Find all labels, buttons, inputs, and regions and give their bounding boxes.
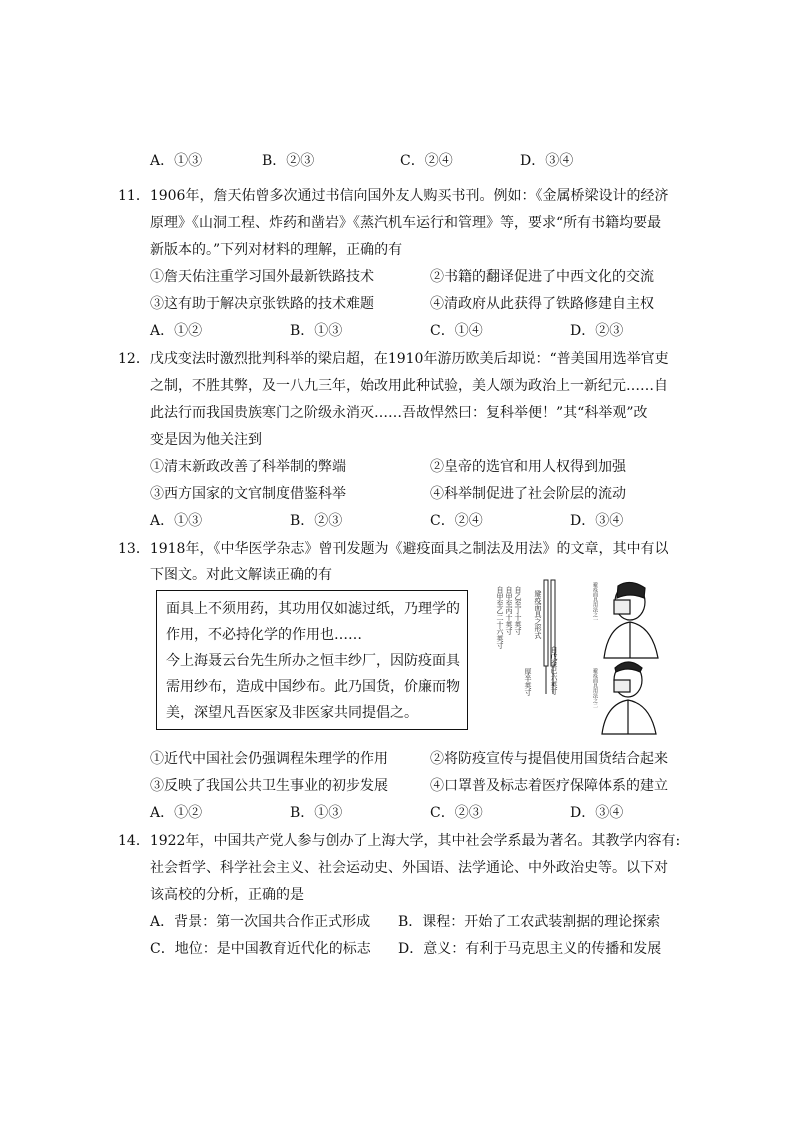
- q10-option-b: B．②③: [262, 153, 315, 169]
- q11-stem-line-1: 11．1906年，詹天佑曾多次通过书信向国外友人购买书刊。例如：《金属桥梁设计的经济: [118, 188, 669, 204]
- quote-line-2: 作用，不必持化学的作用也……: [166, 627, 362, 643]
- figure-wearing-mask-1: [604, 582, 658, 658]
- q11-item-1: ①詹天佑注重学习国外最新铁路技术: [150, 269, 374, 285]
- q10-option-c: C．②④: [400, 153, 453, 169]
- figure-wearing-mask-2: [602, 662, 656, 734]
- mask-strip-left: [544, 580, 548, 666]
- q12-option-b: B．②③: [290, 513, 343, 529]
- q10-option-a: A．①③: [150, 153, 203, 169]
- q12-item-3: ③西方国家的文官制度借鉴科举: [150, 486, 346, 502]
- quote-line-4: 需用纱布，造成中国纱布。此乃国货，价廉而物: [166, 679, 460, 695]
- q11-item-3: ③这有助于解决京张铁路的技术难题: [150, 296, 374, 312]
- mask-dimension-label-2: 自甲至丙十英寸: [505, 586, 513, 635]
- q12-option-d: D．③④: [570, 513, 624, 529]
- q12-stem-line-2: 之制，不胜其弊，及一八九三年，始改用此种试验，美人颂为政治上一新纪元……自: [150, 378, 668, 394]
- q14-option-c: C．地位：是中国教育近代化的标志: [150, 941, 371, 957]
- q12-stem-line-3: 此法行而我国贵族寒门之阶级永消灭……吾故悍然曰：复科举便！”其“科举观”改: [150, 405, 648, 421]
- q11-stem-line-3: 新版本的。”下列对材料的理解，正确的有: [150, 242, 403, 258]
- mask-thickness-label: 厚半英寸: [524, 668, 532, 696]
- mask-dimension-label-1: 自甲至乙二十六英寸: [496, 586, 504, 649]
- mask-dimension-label-5: 自戊至已六英寸: [550, 646, 558, 695]
- quote-line-3: 今上海聂云台先生所办之恒丰纱厂，因防疫面具: [166, 653, 460, 669]
- q12-item-4: ④科举制促进了社会阶层的流动: [430, 486, 626, 502]
- q12-item-1: ①清末新政改善了科举制的弊端: [150, 459, 346, 475]
- q13-item-1: ①近代中国社会仍强调程朱理学的作用: [150, 751, 388, 767]
- q13-stem-line-2: 下图文。对此文解读正确的有: [150, 567, 332, 583]
- q11-option-b: B．①③: [290, 323, 343, 339]
- q13-item-2: ②将防疫宣传与提倡使用国货结合起来: [430, 751, 668, 767]
- q10-option-d: D．③④: [520, 153, 574, 169]
- q14-option-a: A．背景：第一次国共合作正式形成: [150, 914, 371, 930]
- q12-option-a: A．①③: [150, 513, 203, 529]
- q12-item-2: ②皇帝的选官和用人权得到加强: [430, 459, 626, 475]
- q11-option-d: D．②③: [570, 323, 624, 339]
- usage-caption-1: 避疫面具用法之一: [592, 582, 598, 622]
- usage-caption-2: 避疫面具用法之二: [592, 668, 598, 708]
- q13-item-4: ④口罩普及标志着医疗保障体系的建立: [430, 778, 668, 794]
- q13-stem-line-1: 13．1918年，《中华医学杂志》曾刊发题为《避疫面具之制法及用法》的文章，其中有以: [118, 541, 669, 557]
- q14-option-d: D．意义：有利于马克思主义的传播和发展: [398, 941, 662, 957]
- q11-stem-line-2: 原理》《山洞工程、炸药和凿岩》《蒸汽机车运行和管理》等，要求“所有书籍均要最: [150, 215, 662, 231]
- q13-option-b: B．①③: [290, 805, 343, 821]
- mask-illustration: [490, 576, 680, 738]
- q14-stem-line-3: 该高校的分析，正确的是: [150, 887, 304, 903]
- mask-dimension-label-3: 自乙至丁十英寸: [514, 586, 522, 635]
- q11-option-c: C．①④: [430, 323, 483, 339]
- q14-stem-line-1: 14．1922年，中国共产党人参与创办了上海大学，其中社会学系最为著名。其教学内容有:: [118, 833, 681, 849]
- mask-form-title: 避疫面具之形式: [534, 590, 542, 639]
- q12-option-c: C．②④: [430, 513, 483, 529]
- quote-line-1: 面具上不须用药，其功用仅如滤过纸，乃理学的: [166, 601, 460, 617]
- q11-item-4: ④清政府从此获得了铁路修建自主权: [430, 296, 654, 312]
- q13-option-d: D．③④: [570, 805, 624, 821]
- q12-stem-line-1: 12．戊戌变法时激烈批判科举的梁启超，在1910年游历欧美后却说：“普美国用选举官吏: [118, 351, 669, 367]
- q13-item-3: ③反映了我国公共卫生事业的初步发展: [150, 778, 388, 794]
- q11-item-2: ②书籍的翻译促进了中西文化的交流: [430, 269, 654, 285]
- q13-option-a: A．①②: [150, 805, 203, 821]
- q14-stem-line-2: 社会哲学、科学社会主义、社会运动史、外国语、法学通论、中外政治史等。以下对: [150, 860, 668, 876]
- q14-option-b: B．课程：开始了工农武装割据的理论探索: [398, 914, 661, 930]
- quote-line-5: 美，深望凡吾医家及非医家共同提倡之。: [166, 705, 418, 721]
- q11-option-a: A．①②: [150, 323, 203, 339]
- q12-stem-line-4: 变是因为他关注到: [150, 432, 262, 448]
- q13-quote-box: [156, 590, 468, 730]
- q13-option-c: C．②③: [430, 805, 483, 821]
